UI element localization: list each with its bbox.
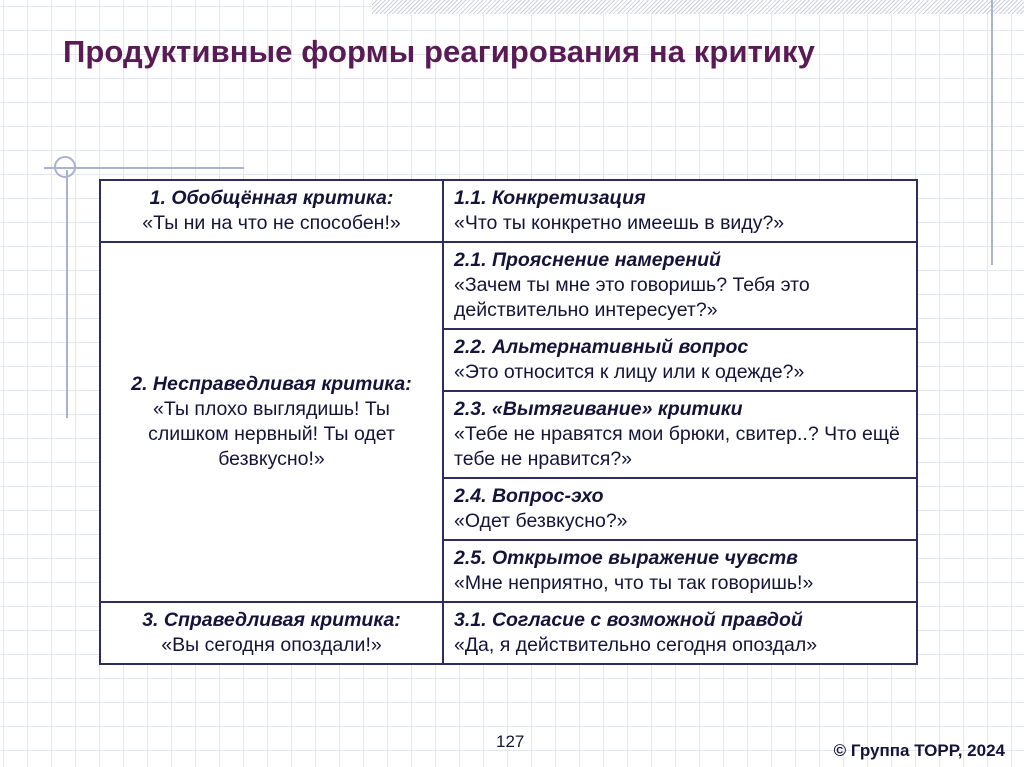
response-heading: 2.2. Альтернативный вопрос xyxy=(454,336,749,358)
criticism-example-quote: «Вы сегодня опоздали!» xyxy=(161,634,382,656)
response-cell xyxy=(443,329,917,391)
criticism-type-cell xyxy=(100,180,443,242)
response-example-quote: «Это относится к лицу или к одежде?» xyxy=(454,361,805,383)
response-cell xyxy=(443,540,917,602)
response-example-quote: «Одет безвкусно?» xyxy=(454,510,628,532)
decorative-vertical-line xyxy=(66,170,68,418)
criticism-example-quote: «Ты ни на что не способен!» xyxy=(142,212,401,234)
critique-response-table xyxy=(99,179,918,665)
response-heading: 2.4. Вопрос-эхо xyxy=(454,485,604,507)
response-heading: 2.3. «Вытягивание» критики xyxy=(454,398,743,420)
response-cell xyxy=(443,180,917,242)
decorative-vertical-line xyxy=(991,0,993,265)
table-row xyxy=(100,242,917,329)
response-cell xyxy=(443,478,917,540)
response-example-quote: «Зачем ты мне это говоришь? Тебя это действительно интересует?» xyxy=(454,274,810,321)
page-number: 127 xyxy=(496,732,525,751)
slide-title: Продуктивные формы реагирования на критику xyxy=(63,34,816,69)
response-cell xyxy=(443,242,917,329)
response-heading: 3.1. Согласие с возможной правдой xyxy=(454,609,803,631)
criticism-type-heading: 3. Справедливая критика: xyxy=(142,609,401,631)
copyright-notice: © Группа ТОРР, 2024 xyxy=(833,741,1005,760)
decorative-hatch-band xyxy=(372,0,1024,14)
response-heading: 2.5. Открытое выражение чувств xyxy=(454,547,798,569)
response-cell xyxy=(443,391,917,478)
response-example-quote: «Тебе не нравятся мои брюки, свитер..? Что ещё тебе не нравится?» xyxy=(454,423,900,470)
criticism-type-heading: 1. Обобщённая критика: xyxy=(149,187,394,209)
criticism-type-cell xyxy=(100,242,443,602)
response-heading: 1.1. Конкретизация xyxy=(454,187,646,209)
response-cell xyxy=(443,602,917,664)
table-row xyxy=(100,602,917,664)
response-example-quote: «Что ты конкретно имеешь в виду?» xyxy=(454,212,785,234)
response-example-quote: «Да, я действительно сегодня опоздал» xyxy=(454,634,818,656)
decorative-circle-icon xyxy=(54,156,76,178)
criticism-example-quote: «Ты плохо выглядишь! Ты слишком нервный! Ты одет безвкусно!» xyxy=(148,398,395,470)
response-example-quote: «Мне неприятно, что ты так говоришь!» xyxy=(454,572,814,594)
response-heading: 2.1. Прояснение намерений xyxy=(454,249,721,271)
criticism-type-cell xyxy=(100,602,443,664)
criticism-type-heading: 2. Несправедливая критика: xyxy=(131,373,412,395)
table-row xyxy=(100,180,917,242)
